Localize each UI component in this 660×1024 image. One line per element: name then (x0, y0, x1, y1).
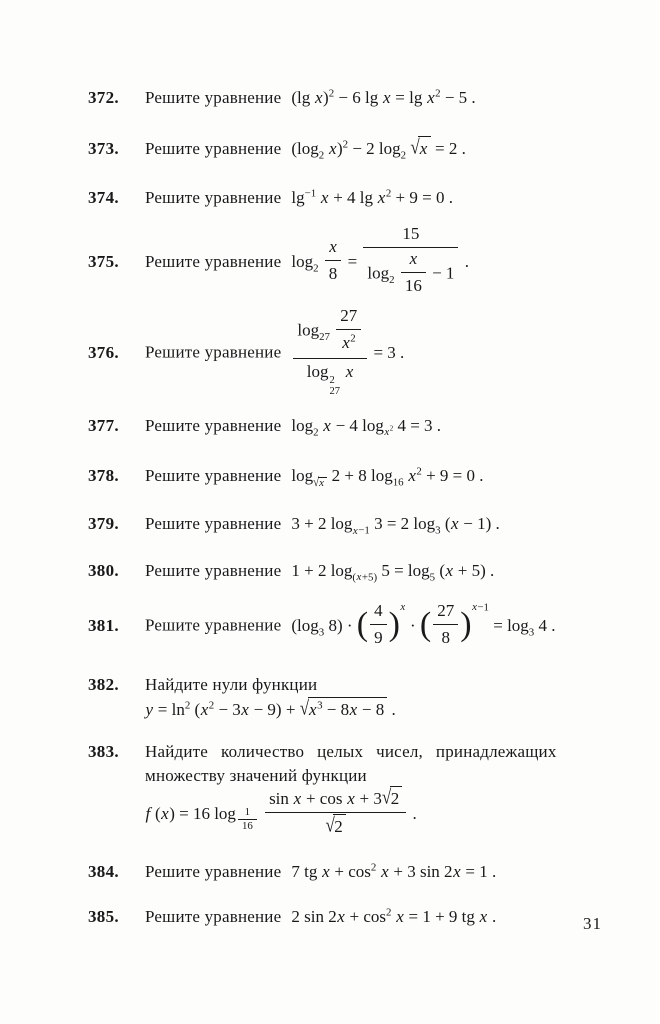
math-text: 1 (244, 805, 251, 818)
radical-sign-icon: √ (410, 136, 420, 159)
problem-math (291, 136, 466, 162)
math-text: = ln (153, 699, 185, 719)
problem-line (145, 673, 620, 697)
math-text: + 9 = 0 . (421, 466, 484, 485)
math-variable: x (451, 514, 459, 534)
problem-row (88, 224, 620, 302)
math-text: lg (291, 187, 305, 207)
math-text: 16 (241, 819, 253, 832)
math-text: ( (435, 560, 445, 580)
problem-row (88, 464, 620, 488)
problem-row (88, 512, 620, 536)
problem-line (145, 601, 620, 652)
math-text: = 3 . (369, 342, 405, 362)
math-subscript (384, 426, 393, 438)
math-text: (log (291, 615, 319, 635)
problem-number: 383. (88, 741, 119, 761)
math-subscript (352, 525, 369, 537)
problem-body (145, 86, 620, 110)
problem-text: множеству значений функции (145, 765, 367, 785)
math-denominator (325, 260, 342, 286)
problem-line (145, 697, 620, 722)
math-variable: x (161, 803, 169, 823)
math-variable: x (352, 525, 358, 537)
problem-line (145, 788, 620, 841)
math-subscript (352, 571, 377, 583)
problem-math (291, 907, 496, 926)
math-text: −1 (304, 186, 317, 199)
math-text: 1 + 2 log (291, 560, 353, 580)
math-subscript (329, 386, 340, 397)
math-text: = 1 . (461, 862, 497, 882)
math-text: = log (488, 615, 529, 635)
problem-math (291, 601, 556, 648)
math-text: 2 (385, 186, 392, 199)
problem-body (145, 308, 620, 400)
math-numerator (370, 599, 387, 624)
math-variable: x (408, 466, 416, 485)
math-text: 4 = 3 . (393, 415, 442, 435)
math-variable: x (382, 88, 391, 107)
math-text: 2 (313, 426, 319, 439)
problem-body (145, 673, 620, 722)
math-text: + cos (345, 907, 386, 927)
math-superscript (350, 332, 355, 344)
math-text: log (291, 251, 314, 271)
math-text: ( (419, 605, 432, 643)
math-text: 27 (437, 601, 455, 621)
math-subscript (313, 426, 318, 438)
math-text (376, 862, 380, 881)
math-text: 2 (386, 906, 392, 919)
math-fraction (293, 306, 367, 398)
math-denominator (336, 329, 361, 355)
math-text: . (460, 251, 469, 271)
math-fraction (325, 235, 342, 286)
problem-number: 373. (88, 139, 119, 159)
problem-number: 375. (88, 251, 119, 271)
problem-row (88, 601, 620, 652)
problem-math (291, 223, 469, 295)
math-numerator (293, 306, 367, 358)
problem-text: Решите уравнение (145, 251, 282, 271)
math-text: · (405, 615, 420, 635)
math-radicand (333, 814, 346, 839)
math-text: ) (460, 605, 472, 643)
math-variable: x (345, 362, 354, 382)
math-variable: x (396, 907, 404, 927)
math-text: 2 (389, 424, 394, 433)
math-text: − 3 (214, 699, 241, 719)
math-numerator (401, 247, 426, 272)
math-subscript (236, 805, 259, 832)
math-text: 2 (184, 698, 191, 711)
math-text: 27 (319, 331, 330, 344)
math-radical (313, 474, 327, 490)
problem-line (145, 414, 620, 438)
math-denominator (238, 819, 257, 832)
math-numerator (325, 235, 342, 260)
problem-body (145, 136, 620, 161)
problem-text: Решите уравнение (145, 187, 282, 207)
problem-text: Найдите нули функции (145, 674, 318, 694)
math-denominator (265, 812, 406, 839)
math-text: −1 (358, 525, 370, 537)
math-text: 2 (328, 87, 335, 100)
problem-row (88, 740, 620, 842)
math-variable: x (315, 88, 323, 107)
math-variable: f (145, 803, 151, 823)
math-denominator (433, 624, 458, 650)
math-variable: x (453, 862, 461, 882)
math-variable: x (293, 789, 302, 809)
math-sup-sub-stack (329, 375, 340, 398)
math-fraction (363, 222, 458, 300)
math-text: ( (352, 571, 357, 584)
math-numerator (363, 222, 458, 247)
problem-line (145, 559, 620, 583)
problem-text: Решите уравнение (145, 466, 282, 485)
math-text: log (291, 466, 314, 485)
problem-text: Решите уравнение (145, 514, 282, 534)
math-text: log (306, 362, 329, 382)
problem-text: Найдите количество целых чисел, принадлежащих (145, 741, 557, 761)
problem-body (145, 224, 620, 302)
math-text: 5 = log (377, 560, 430, 580)
math-numerator (433, 599, 458, 624)
math-text: 15 (402, 223, 420, 243)
math-text: − 9) + (249, 699, 300, 719)
math-fraction (401, 247, 426, 298)
math-text: 5 (429, 571, 436, 584)
problem-line (145, 86, 620, 110)
math-fraction (336, 304, 361, 355)
math-variable: x (342, 333, 350, 353)
math-superscript (472, 601, 489, 613)
problem-body (145, 905, 620, 929)
math-text: ) (323, 88, 329, 107)
problem-line (145, 186, 620, 210)
math-text: 8) · (324, 615, 357, 635)
math-variable: x (377, 187, 386, 207)
problem-row (88, 860, 620, 884)
math-variable: x (349, 699, 358, 719)
math-subscript (393, 477, 404, 489)
problem-row (88, 308, 620, 400)
problem-body (145, 559, 620, 583)
math-variable: x (320, 187, 329, 207)
radical-sign-icon: √ (299, 696, 310, 720)
math-text: −1 (477, 601, 489, 614)
math-denominator (363, 247, 458, 300)
math-text: 2 (400, 149, 407, 162)
math-variable: y (145, 699, 154, 719)
problem-math (145, 786, 417, 837)
math-text: 8 (328, 264, 338, 284)
math-text: log (291, 415, 314, 435)
problem-number: 382. (88, 674, 119, 694)
math-variable: x (337, 907, 345, 927)
problem-body (145, 860, 620, 884)
problem-row (88, 414, 620, 438)
problem-row (88, 559, 620, 583)
math-text: + 4 lg (328, 187, 378, 207)
math-text: 3 (435, 525, 441, 537)
radical-sign-icon: √ (313, 474, 320, 490)
problem-number: 377. (88, 415, 119, 435)
math-variable: x (329, 237, 337, 257)
problem-line (145, 308, 620, 400)
math-text: + 9 = 0 . (391, 187, 453, 207)
math-text: − 4 log (331, 415, 384, 435)
problems-list (88, 86, 620, 930)
math-text: 2 (329, 374, 335, 386)
math-variable: x (309, 699, 317, 719)
radical-sign-icon: √ (325, 814, 335, 837)
math-text: 2 (318, 149, 325, 162)
math-superscript (400, 601, 406, 613)
math-variable: x (400, 601, 406, 614)
problem-number: 381. (88, 615, 119, 635)
math-subscript (319, 331, 330, 343)
problem-number: 378. (88, 466, 119, 485)
math-variable: x (347, 789, 355, 809)
math-text: 3 + 2 log (291, 514, 353, 534)
math-subscript (389, 274, 394, 286)
math-text: + 3 (355, 789, 382, 809)
math-text: 4 . (534, 615, 556, 635)
problem-number: 374. (88, 187, 119, 207)
math-fraction (238, 807, 257, 832)
math-variable: x (322, 862, 330, 882)
problem-math (291, 465, 484, 490)
math-variable: x (241, 699, 249, 719)
math-text: 3 = 2 log (369, 514, 436, 534)
math-numerator (336, 304, 361, 329)
math-text: log (367, 263, 390, 283)
problem-number: 379. (88, 514, 119, 534)
math-radicand (418, 136, 431, 161)
problem-line (145, 905, 620, 929)
problem-text: Решите уравнение (145, 415, 282, 435)
math-text: ) = 16 log (169, 803, 236, 823)
math-superscript (329, 375, 334, 386)
problem-body (145, 601, 620, 652)
math-text: 3 (318, 626, 325, 639)
math-variable: x (356, 571, 362, 584)
math-text: (lg (291, 88, 315, 107)
problem-line (145, 860, 620, 884)
problem-line (145, 464, 620, 488)
math-text: − 8 (322, 699, 350, 719)
math-text: − 6 lg (334, 88, 383, 107)
problem-text: Решите уравнение (145, 862, 282, 882)
problem-body (145, 512, 620, 536)
problem-text: Решите уравнение (145, 139, 282, 159)
radical-sign-icon: √ (381, 786, 392, 809)
math-radical (381, 786, 402, 809)
problem-body (145, 740, 620, 842)
math-radical (299, 696, 388, 720)
problem-number: 380. (88, 560, 119, 580)
math-text: +5) (361, 571, 378, 584)
math-text: 9 (374, 628, 383, 648)
math-fraction (370, 599, 387, 650)
problem-line (145, 224, 620, 302)
math-text: ) (388, 605, 400, 643)
math-text: 4 (374, 601, 383, 621)
math-variable: x (384, 426, 390, 439)
math-text: 2 (313, 262, 319, 275)
math-numerator (238, 807, 257, 819)
problem-line (145, 512, 620, 536)
math-text: − 5 . (440, 88, 476, 107)
problem-line (145, 136, 620, 161)
math-text: 27 (329, 386, 341, 398)
math-text: = 2 . (430, 139, 466, 159)
math-fraction (265, 786, 406, 839)
problem-number: 385. (88, 907, 119, 927)
math-text: 8 (441, 628, 450, 648)
problem-body (145, 186, 620, 210)
math-text: ( (356, 605, 369, 643)
math-fraction (433, 599, 458, 650)
math-denominator (370, 624, 387, 650)
problem-body (145, 414, 620, 438)
math-variable: x (381, 862, 389, 882)
problem-text: Решите уравнение (145, 342, 282, 362)
problem-math (291, 862, 496, 881)
problem-row (88, 673, 620, 722)
math-text: 2 (370, 861, 377, 874)
math-text: + cos (301, 789, 347, 809)
math-numerator (265, 786, 406, 812)
math-text: 16 (404, 275, 422, 295)
math-variable: x (419, 139, 428, 159)
math-text: 7 tg (291, 862, 322, 882)
math-variable: x (409, 248, 418, 268)
math-text: 3 (317, 698, 323, 711)
math-subscript (313, 474, 327, 490)
math-text: ( (440, 514, 451, 534)
math-text: 2 sin 2 (291, 907, 337, 927)
math-variable: x (472, 601, 477, 614)
math-text (259, 804, 263, 823)
math-text: − 1 (427, 263, 455, 283)
problem-math (291, 88, 475, 107)
math-radicand (390, 786, 403, 811)
math-variable: x (427, 88, 435, 107)
problem-math (291, 188, 453, 207)
math-text: . (408, 803, 417, 823)
math-text: ( (190, 699, 201, 719)
math-text: 2 (435, 87, 441, 100)
math-text: 2 (350, 332, 356, 345)
problem-text: Решите уравнение (145, 907, 282, 927)
problem-math (291, 514, 500, 537)
math-text: = lg (391, 88, 427, 107)
math-text: . (387, 699, 396, 719)
math-text: + 5) . (453, 560, 495, 580)
math-text (319, 252, 323, 271)
math-text: + 3 sin 2 (389, 862, 453, 882)
math-text: 2 (390, 789, 400, 809)
problem-row (88, 905, 620, 929)
problem-math (145, 696, 396, 720)
math-text: sin (269, 789, 294, 809)
math-text: 2 + 8 log (327, 466, 393, 485)
problem-text: Решите уравнение (145, 88, 282, 107)
math-denominator (293, 358, 367, 397)
math-text: 3 (528, 626, 535, 639)
problem-text: Решите уравнение (145, 615, 282, 635)
problem-text: Решите уравнение (145, 560, 282, 580)
math-text: = 1 + 9 tg (404, 907, 480, 927)
math-text: − 2 log (348, 139, 401, 159)
math-variable: x (445, 560, 454, 580)
math-radicand (308, 697, 388, 722)
problem-number: 376. (88, 342, 119, 362)
problem-number: 372. (88, 88, 119, 107)
math-text: 2 (208, 698, 215, 711)
math-text: 2 (416, 465, 422, 478)
math-text: = (343, 251, 362, 271)
math-text: ( (150, 803, 161, 823)
math-text: 2 (334, 817, 343, 837)
problem-row (88, 136, 620, 161)
math-variable: x (200, 699, 209, 719)
math-text: . (487, 907, 497, 927)
math-text (395, 263, 399, 282)
math-text: 2 (389, 273, 395, 286)
math-denominator (401, 272, 426, 298)
math-text: log (297, 320, 320, 340)
problem-body (145, 464, 620, 488)
math-text: + cos (330, 862, 371, 882)
math-text: 27 (340, 306, 358, 325)
math-variable: x (479, 907, 488, 927)
math-text: ) (336, 139, 343, 159)
problem-math (291, 560, 495, 584)
math-radical (410, 136, 430, 159)
math-variable: x (328, 139, 337, 159)
problem-math (291, 306, 405, 398)
math-text: (log (291, 139, 319, 159)
problem-number: 384. (88, 862, 119, 882)
problem-line (145, 740, 620, 764)
math-subscript (313, 262, 318, 274)
math-text: − 1) . (459, 514, 500, 534)
problem-row (88, 86, 620, 110)
problem-math (291, 415, 442, 439)
problem-row (88, 186, 620, 210)
math-text: − 8 (357, 699, 385, 719)
math-text: 16 (392, 476, 404, 489)
page-number: 31 (583, 914, 602, 933)
math-text: 2 (342, 138, 349, 151)
math-variable: x (323, 415, 331, 435)
math-radical (325, 814, 345, 837)
math-text (330, 321, 334, 340)
math-variable: x (319, 476, 324, 489)
math-superscript (305, 187, 317, 199)
